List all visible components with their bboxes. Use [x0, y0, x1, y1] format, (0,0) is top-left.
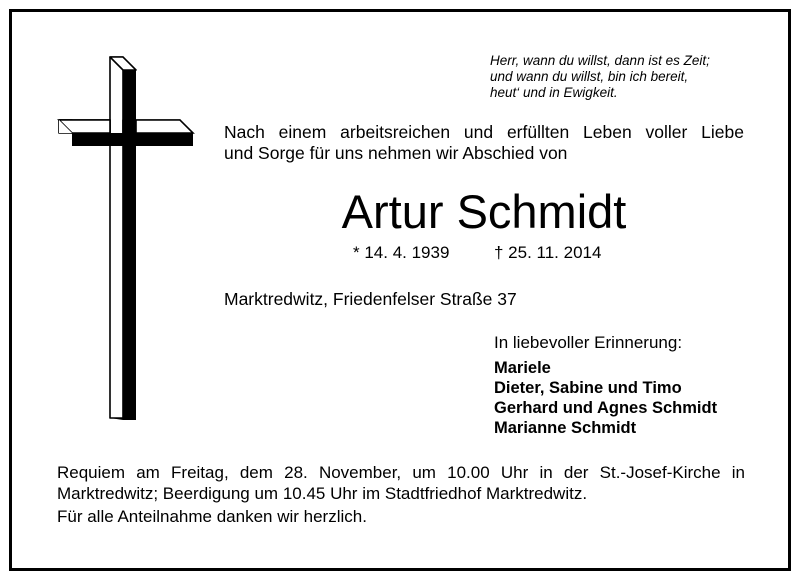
bible-quote — [490, 53, 710, 101]
deceased-name: Artur Schmidt — [341, 185, 627, 238]
intro-text — [224, 122, 744, 164]
quote-line: Herr, wann du willst, dann ist es Zeit; — [490, 53, 710, 68]
quote-line: heut‘ und in Ewigkeit. — [490, 85, 618, 100]
mourner-name: Mariele — [494, 359, 551, 377]
service-line: Requiem am Freitag, dem 28. November, um 10.00 Uhr in der St.-Josef-Kirche in — [57, 463, 745, 482]
mourner-name: Marianne Schmidt — [494, 419, 637, 437]
service-line: Marktredwitz; Beerdigung um 10.45 Uhr im Stadtfriedhof Marktredwitz. — [57, 484, 588, 503]
birth-date: * 14. 4. 1939 — [353, 243, 450, 262]
address: Marktredwitz, Friedenfelser Straße 37 — [224, 289, 517, 309]
mourner-list — [494, 358, 717, 438]
quote-line: und wann du willst, bin ich bereit, — [490, 69, 689, 84]
thanks-text: Für alle Anteilnahme danken wir herzlich. — [57, 507, 367, 526]
death-date: † 25. 11. 2014 — [494, 243, 602, 262]
service-info — [57, 462, 745, 504]
mourner-name: Gerhard und Agnes Schmidt — [494, 399, 718, 417]
intro-line: Nach einem arbeitsreichen und erfüllten Leben voller Liebe — [224, 122, 744, 142]
mourner-name: Dieter, Sabine und Timo — [494, 379, 682, 397]
mourning-title: In liebevoller Erinnerung: — [494, 333, 683, 352]
intro-line: und Sorge für uns nehmen wir Abschied von — [224, 143, 568, 163]
